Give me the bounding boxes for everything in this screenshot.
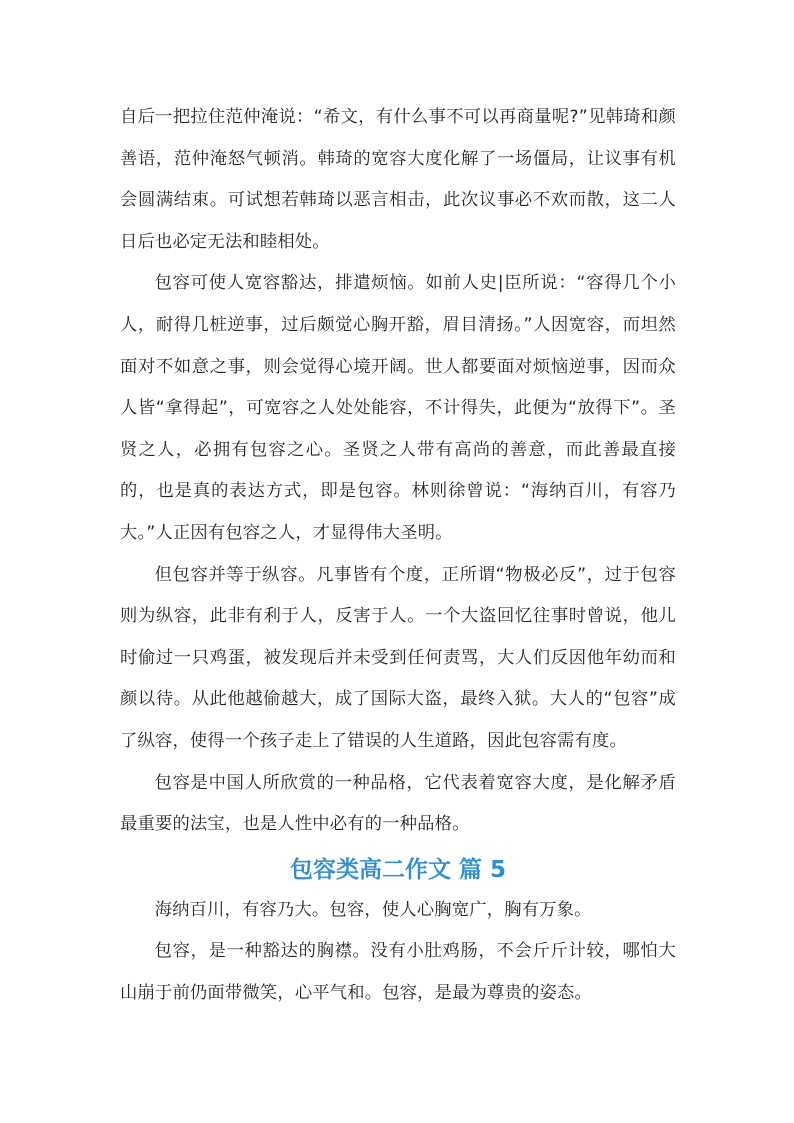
paragraph: 包容，是一种豁达的胸襟。没有小肚鸡肠，不会斤斤计较，哪怕大山崩于前仍面带微笑，心平气和。包容，是最为尊贵的姿态。 [120, 941, 676, 1003]
paragraph: 包容可使人宽容豁达，排遣烦恼。如前人史|臣所说：“容得几个小人，耐得几桩逆事，过后颇觉心胸开豁，眉目清扬。”人因宽容，而坦然面对不如意之事，则会觉得心境开阔。世人都要面对烦恼逆事，因而众人皆“拿得起”，可宽容之人处处能容，不计得失，此便为“放得下”。圣贤之人，必拥有包容之心。圣贤之人带有高尚的善意，而此善最直接的，也是真的表达方式，即是包容。林则徐曾说：“海纳百川，有容乃大。”人正因有包容之人，才显得伟大圣明。 [120, 273, 676, 543]
paragraph: 但包容并等于纵容。凡事皆有个度，正所谓“物极必反”，过于包容则为纵容，此非有利于人，反害于人。一个大盗回忆往事时曾说，他儿时偷过一只鸡蛋，被发现后并未受到任何责骂，大人们反因他年幼而和颜以待。从此他越偷越大，成了国际大盗，最终入狱。大人的“包容”成了纵容，使得一个孩子走上了错误的人生道路，因此包容需有度。 [120, 564, 676, 751]
section-heading: 包容类高二作文 篇 5 [289, 856, 507, 883]
paragraph-continued: 自后一把拉住范仲淹说：“希文，有什么事不可以再商量呢?”见韩琦和颜善语，范仲淹怒气顿消。韩琦的宽容大度化解了一场僵局，让议事有机会圆满结束。可试想若韩琦以恶言相击，此次议事必不欢而散，这二人日后也必定无法和睦相处。 [120, 107, 676, 252]
paragraph: 包容是中国人所欣赏的一种品格，它代表着宽容大度，是化解矛盾最重要的法宝，也是人性中必有的一种品格。 [120, 772, 676, 835]
document-page [120, 97, 676, 1014]
paragraph: 海纳百川，有容乃大。包容，使人心胸宽广，胸有万象。 [154, 899, 592, 920]
